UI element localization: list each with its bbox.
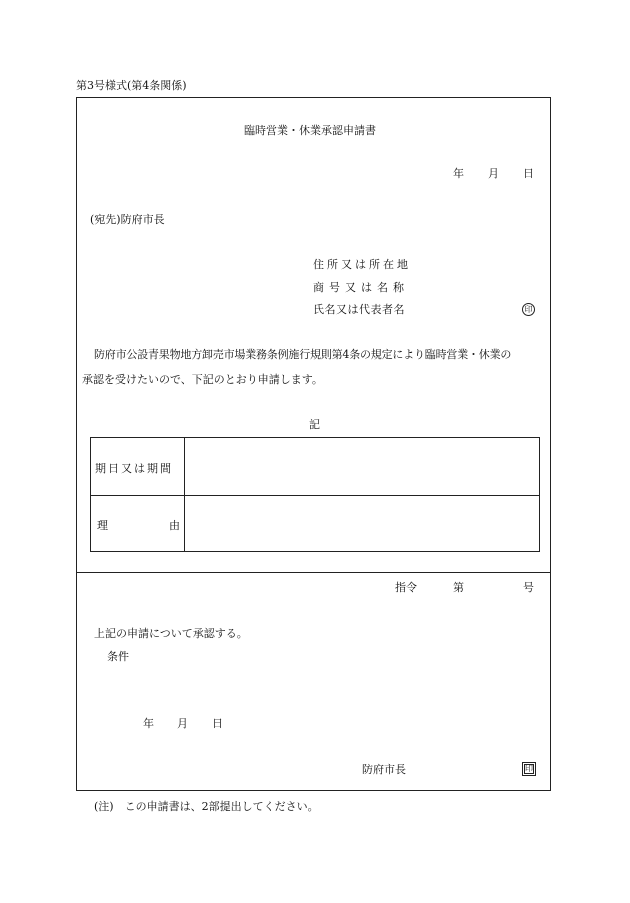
period-value[interactable] [191,460,531,474]
body-line-1: 防府市公設青果物地方卸売市場業務条例施行規則第4条の規定により臨時営業・休業の [94,348,512,361]
form-number: 第3号様式(第4条関係) [76,79,187,92]
date-year: 年 [453,167,464,180]
reason-label-first: 理 [97,519,108,532]
date-month: 月 [488,167,499,180]
addressee: (宛先)防府市長 [90,213,165,226]
footnote: (注) この申請書は、2部提出してください。 [94,800,319,813]
issuer-name: 防府市長 [362,763,406,776]
approval-day: 日 [212,717,223,730]
table-row-period [91,438,539,496]
form-title: 臨時営業・休業承認申請書 [244,124,376,137]
reason-label-second: 由 [169,519,180,532]
approval-month: 月 [177,717,188,730]
approval-year: 年 [143,717,154,730]
go-label: 号 [523,581,534,594]
dai-label: 第 [453,581,464,594]
order-label: 指令 [395,581,417,594]
conditions-label: 条件 [107,650,129,663]
body-line-2: 承認を受けたいので、下記のとおり申請します。 [82,373,323,386]
section-divider [77,572,550,573]
issuer-seal-icon: 印 [522,762,536,776]
application-table [90,437,540,552]
approval-statement: 上記の申請について承認する。 [94,627,248,640]
table-divider [184,438,185,551]
applicant-seal-icon: 印 [522,303,535,316]
period-label: 期日又は期間 [95,462,173,475]
address-label: 住所又は所在地 [313,258,411,271]
business-name-label: 商号又は名称 [313,281,409,294]
table-row-reason [91,495,539,551]
reason-value[interactable] [191,517,531,531]
date-day: 日 [523,167,534,180]
name-label: 氏名又は代表者名 [313,303,405,316]
ki-heading: 記 [309,418,320,431]
